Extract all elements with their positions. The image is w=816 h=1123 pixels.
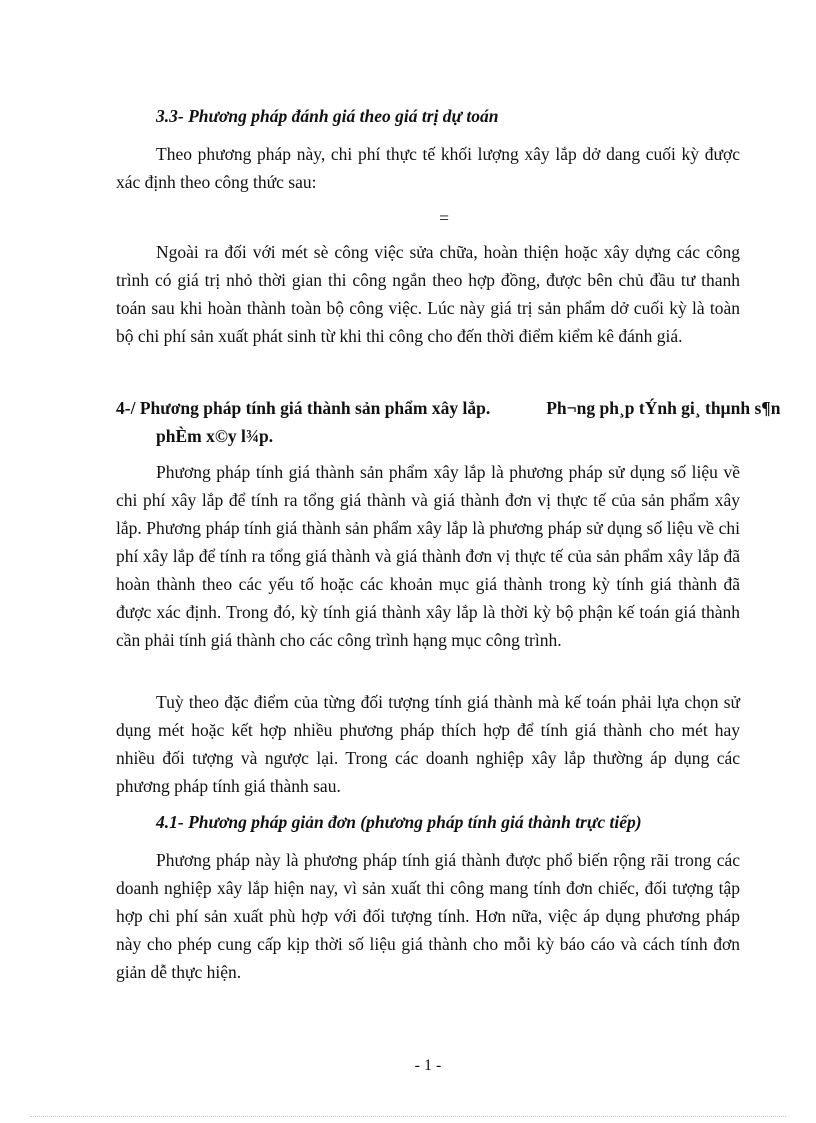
paragraph-valuation-method: Theo phương pháp này, chi phí thực tế khối lượng xây lắp dở dang cuối kỳ được xác định theo công thức sau:	[116, 144, 740, 192]
formula-equals: =	[439, 208, 449, 228]
paragraph-small-works: Ngoài ra đối với mét sè công việc sửa chữa, hoàn thiện hoặc xây dựng các công trình có giá trị nhỏ thời gian thi công ngắn theo hợp đồng, được bên chủ đầu tư thanh toán sau khi hoàn thành toàn bộ công việc. Lúc này giá trị sản phẩm dở cuối kỳ là toàn bộ chi phí sản xuất phát sinh từ khi thi công cho đến thời điểm kiểm kê đánh giá.	[116, 242, 740, 346]
section-heading-3-3: 3.3- Phương pháp đánh giá theo giá trị dự toán	[156, 106, 499, 126]
heading-4-legacy-text-1: Ph¬ng ph¸p tÝnh gi¸	[546, 398, 701, 418]
section-heading-4	[116, 394, 796, 450]
page-bottom-divider	[30, 1116, 786, 1117]
paragraph-object-selection: Tuỳ theo đặc điểm của từng đối tượng tính giá thành mà kế toán phải lựa chọn sử dụng mét hoặc kết hợp nhiều phương pháp thích hợp để tính giá thành cho mét hay nhiều đối tượng và ngược lại. Trong các doanh nghiệp xây lắp thường áp dụng các phương pháp tính giá thành sau.	[116, 692, 740, 796]
page-number: - 1 -	[414, 1057, 442, 1074]
heading-4-legacy-text-2: thµnh s¶n phÈm x©y l¾p.	[156, 398, 781, 446]
paragraph-simple-method: Phương pháp này là phương pháp tính giá thành được phổ biến rộng rãi trong các doanh nghiệp xây lắp hiện nay, vì sản xuất thi công mang tính đơn chiếc, đối tượng tập hợp chi phí sản xuất phù hợp với đối tượng tính. Hơn nữa, việc áp dụng phương pháp này cho phép cung cấp kịp thời số liệu giá thành cho mỗi kỳ báo cáo và cách tính đơn giản dễ thực hiện.	[116, 850, 740, 982]
heading-4-title: 4-/ Phương pháp tính giá thành sản phẩm xây lắp.	[116, 398, 491, 418]
section-heading-4-1: 4.1- Phương pháp giản đơn (phương pháp tính giá thành trực tiếp)	[156, 812, 642, 832]
paragraph-costing-method: Phương pháp tính giá thành sản phẩm xây lắp là phương pháp sử dụng số liệu về chi phí xây lắp để tính ra tổng giá thành và giá thành đơn vị thực tế của sản phẩm xây lắp. Phương pháp tính giá thành sản phẩm xây lắp là phương pháp sử dụng số liệu về chi phí xây lắp để tính ra tổng giá thành và giá thành đơn vị thực tế của sản phẩm xây lắp đã hoàn thành theo các yếu tố hoặc các khoản mục giá thành trong kỳ tính giá thành đã được xác định. Trong đó, kỳ tính giá thành xây lắp là thời kỳ bộ phận kế toán giá thành cần phải tính giá thành cho các công trình hạng mục công trình.	[116, 462, 740, 650]
